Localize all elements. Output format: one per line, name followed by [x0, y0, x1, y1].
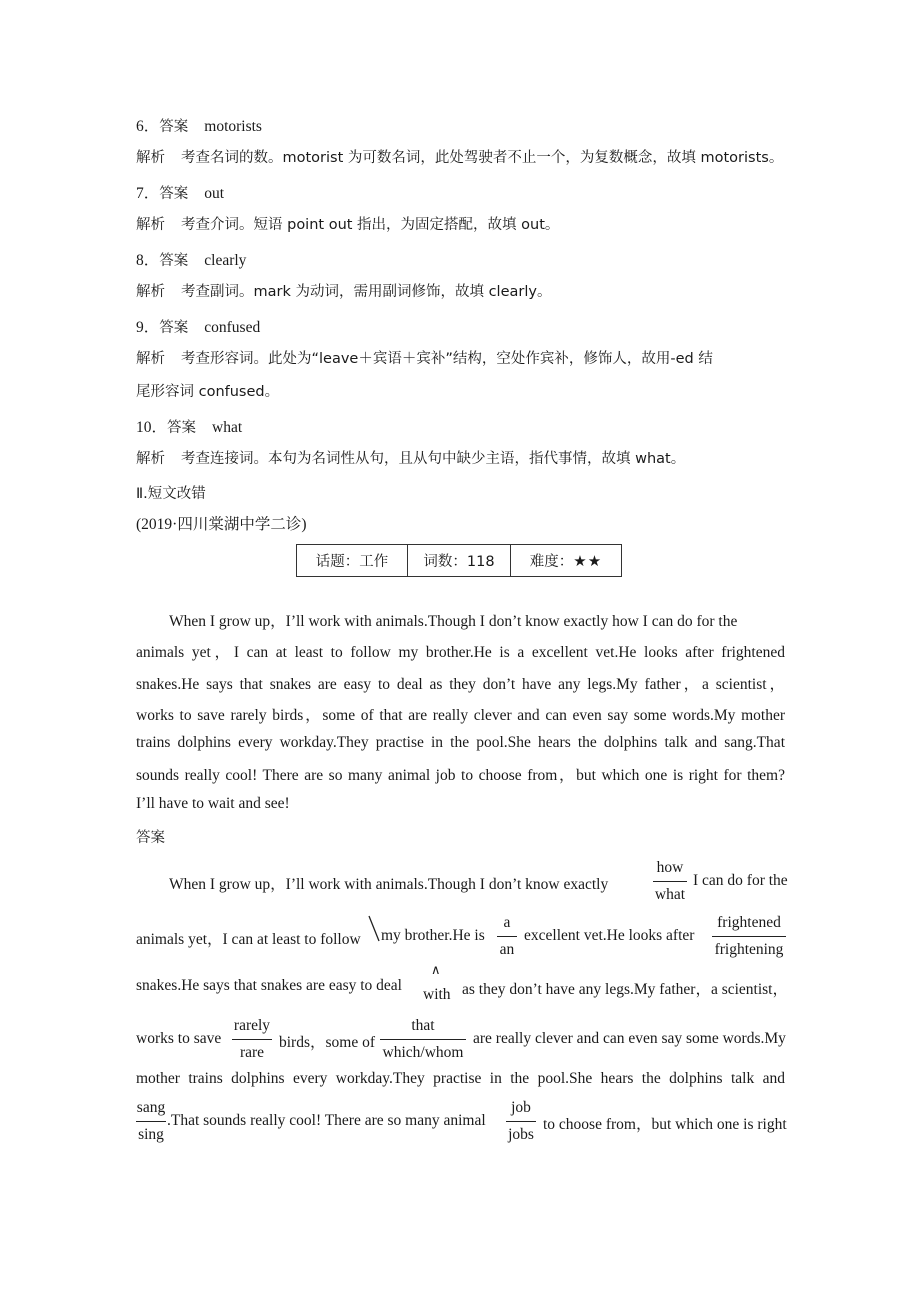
corrected-line-3b: as they don’t have any legs.My father，a scientist， — [462, 981, 788, 998]
passage-line-5: trains dolphins every workday.They practise in the pool.She hears the dolphins talk and sang.That — [136, 734, 785, 751]
corrected-line-2b: my brother.He is — [381, 927, 485, 944]
passage-line-4: works to save rarely birds，some of that are really clever and can even say some words.My mother — [136, 707, 785, 724]
explanation-9: 解析 考查形容词。此处为“leave＋宾语＋宾补”结构，空处作宾补，修饰人，故用-ed 结 — [136, 351, 713, 367]
answer-8: 8．答案 clearly — [136, 252, 247, 269]
answer-9: 9．答案 confused — [136, 319, 261, 336]
answer-heading: 答案 — [136, 830, 165, 846]
correction-job-jobs: job jobs — [506, 1099, 536, 1144]
deletion-mark-icon — [367, 914, 381, 944]
passage-line-1: When I grow up，I’ll work with animals.Though I don’t know exactly how I can do for the — [169, 613, 738, 630]
section-title: Ⅱ.短文改错 — [136, 486, 206, 502]
corrected-line-2c: excellent vet.He looks after — [524, 927, 695, 944]
correction-how-what: how what — [654, 859, 686, 903]
correction-frightened-frightening: frightened frightening — [712, 914, 786, 959]
word-count-cell: 词数：118 — [408, 545, 511, 577]
answer-10: 10．答案 what — [136, 419, 243, 436]
corrected-line-6a: .That sounds really cool! There are so many animal — [167, 1112, 486, 1129]
section-source: (2019·四川棠湖中学二诊) — [136, 516, 307, 533]
insertion-word: with — [423, 986, 451, 1003]
topic-cell: 话题：工作 — [297, 545, 408, 577]
correction-that-which-whom: that which/whom — [380, 1017, 466, 1062]
explanation-9-cont: 尾形容词 confused。 — [136, 384, 280, 400]
answer-7: 7．答案 out — [136, 185, 225, 202]
correction-sang-sing: sang sing — [136, 1099, 166, 1143]
explanation-10: 解析 考查连接词。本句为名词性从句，且从句中缺少主语，指代事情，故填 what。 — [136, 451, 686, 467]
explanation-7: 解析 考查介词。短语 point out 指出，为固定搭配，故填 out。 — [136, 217, 560, 233]
corrected-line-6b: to choose from，but which one is right — [543, 1116, 787, 1133]
info-table — [296, 544, 622, 577]
correction-rarely-rare: rarely rare — [233, 1017, 271, 1061]
difficulty-cell: 难度：★★ — [511, 545, 622, 577]
passage-line-3: snakes.He says that snakes are easy to deal as they don’t have any legs.My father，a scientist， — [136, 676, 785, 693]
corrected-line-2a: animals yet，I can at least to follow — [136, 931, 361, 948]
passage-line-2: animals yet，I can at least to follow my brother.He is a excellent vet.He looks after frightened — [136, 644, 785, 661]
explanation-6: 解析 考查名词的数。motorist 为可数名词，此处驾驶者不止一个，为复数概念，故填 motorists。 — [136, 150, 784, 166]
difficulty-stars-icon: ★★ — [573, 554, 603, 570]
passage-line-6: sounds really cool! There are so many animal job to choose from，but which one is right for them? — [136, 767, 785, 784]
corrected-line-3a: snakes.He says that snakes are easy to deal — [136, 977, 402, 994]
corrected-line-5: mother trains dolphins every workday.They practise in the pool.She hears the dolphins talk and — [136, 1070, 785, 1087]
corrected-line-1a: When I grow up，I’ll work with animals.Though I don’t know exactly — [169, 876, 609, 893]
corrected-line-1b: I can do for the — [693, 872, 788, 889]
answer-6: 6．答案 motorists — [136, 118, 262, 135]
insertion-mark-icon: ∧ — [431, 963, 441, 978]
explanation-8: 解析 考查副词。mark 为动词，需用副词修饰，故填 clearly。 — [136, 284, 552, 300]
correction-a-an: a an — [497, 914, 517, 959]
corrected-line-4a: works to save — [136, 1030, 222, 1047]
passage-line-7: I’ll have to wait and see! — [136, 795, 290, 812]
corrected-line-4c: are really clever and can even say some words.My — [473, 1030, 786, 1047]
corrected-line-4b: birds，some of — [279, 1034, 376, 1051]
